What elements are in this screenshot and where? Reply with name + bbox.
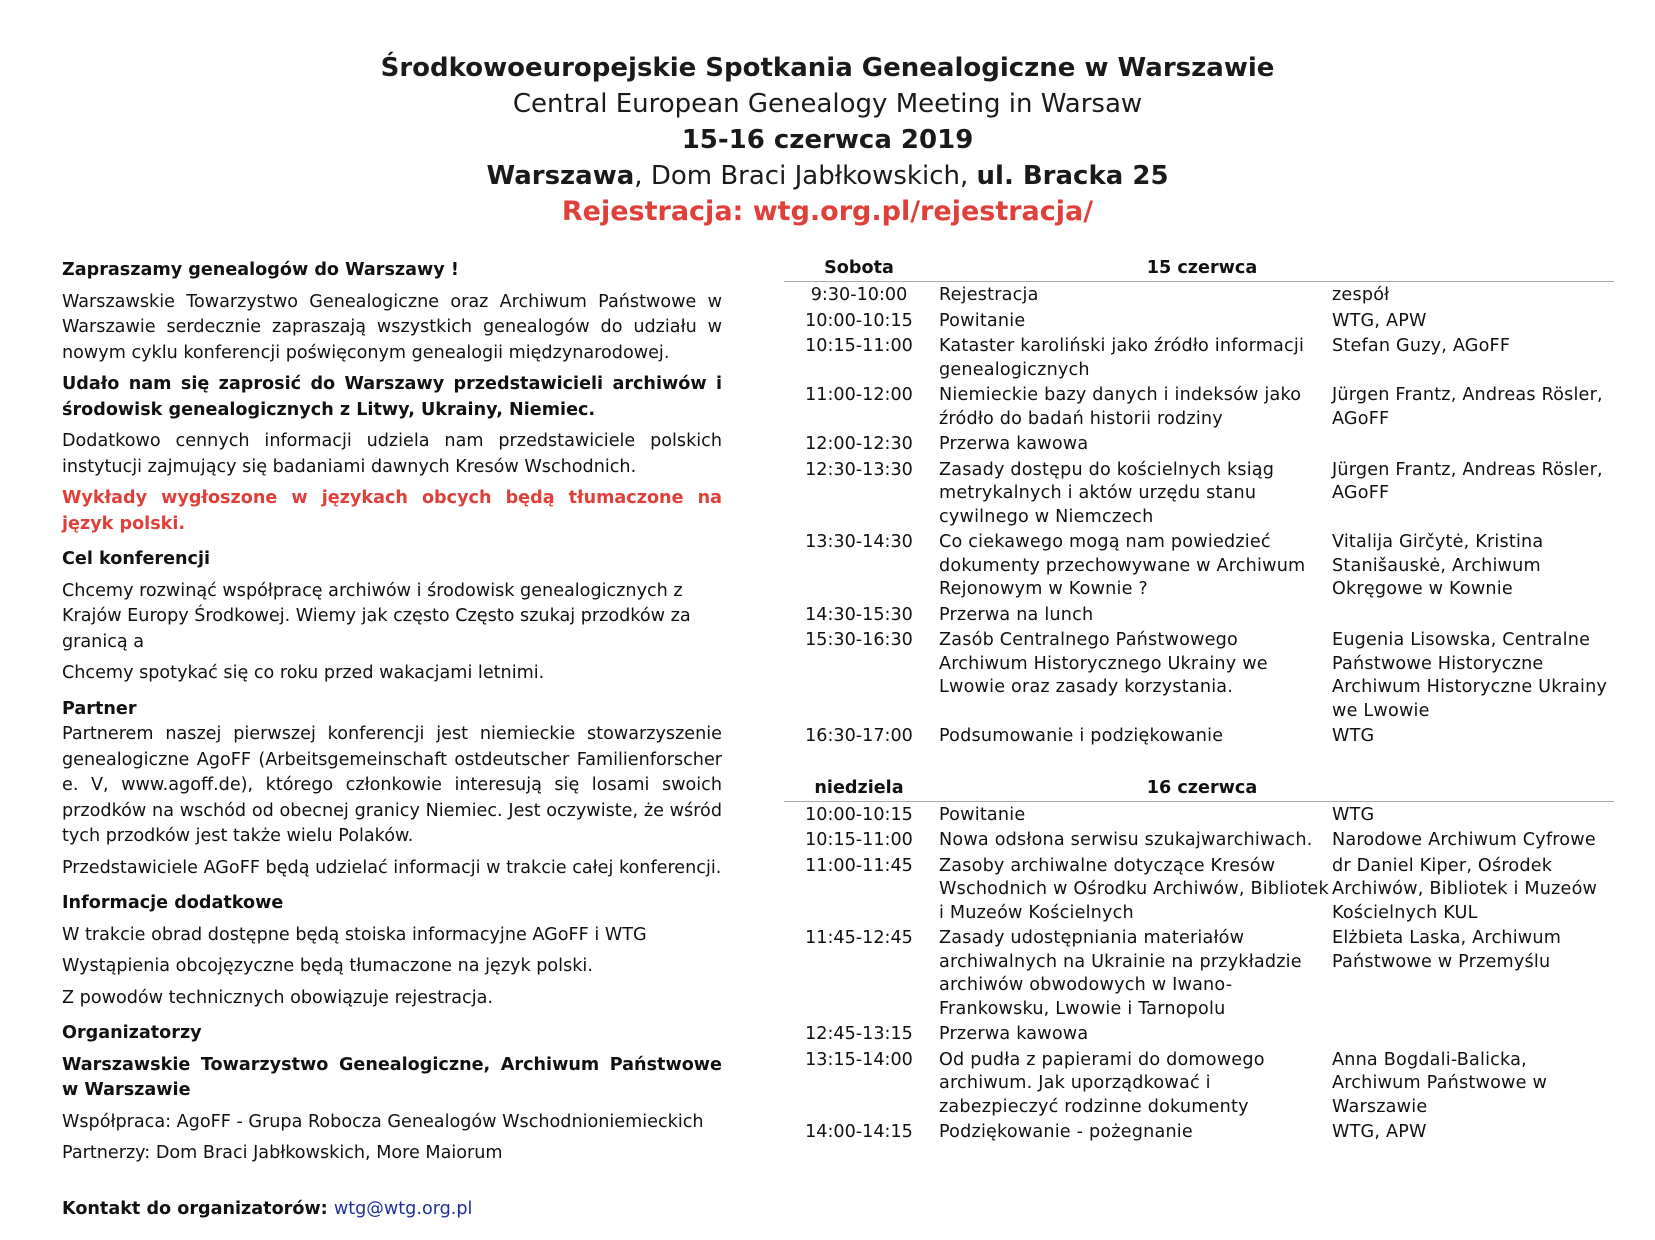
session-speaker: dr Daniel Kiper, Ośrodek Archiwów, Bibliotek i Muzeów Kościelnych KUL bbox=[1332, 855, 1598, 923]
session-time: 10:15-11:00 bbox=[805, 336, 913, 356]
session-title: Zasady dostępu do kościelnych ksiąg metrykalnych i aktów urzędu stanu cywilnego w Niemczech bbox=[939, 459, 1275, 527]
session-speaker bbox=[1329, 433, 1612, 457]
event-location bbox=[0, 158, 1655, 194]
session-time: 10:15-11:00 bbox=[805, 830, 913, 850]
session-title: Powitanie bbox=[939, 804, 1026, 825]
session-title: Zasoby archiwalne dotyczące Kresów Wschodnich w Ośrodku Archiwów, Bibliotek i Muzeów Kościelnych bbox=[939, 855, 1329, 923]
session-title: Zasób Centralnego Państwowego Archiwum Historycznego Ukrainy we Lwowie oraz zasady korzystania. bbox=[939, 630, 1268, 697]
location-venue: , Dom Braci Jabłkowskich, bbox=[634, 161, 977, 191]
registration-link[interactable]: Rejestracja: wtg.org.pl/rejestracja/ bbox=[561, 196, 1094, 227]
session-speaker bbox=[1329, 604, 1612, 628]
session-title: Zasady udostępniania materiałów archiwalnych na Ukrainie na przykładzie archiwów obwodowych w Iwano-Frankowsku, Lwowie i Tarnopolu bbox=[939, 928, 1302, 1019]
day-name: Sobota bbox=[824, 258, 894, 278]
session-time: 9:30-10:00 bbox=[810, 285, 908, 305]
session-speaker: Eugenia Lisowska, Centralne Państwowe Historyczne Archiwum Historyczne Ukrainy we Lwowie bbox=[1332, 630, 1608, 721]
session-title: Niemieckie bazy danych i indeksów jako źródło do badań historii rodziny bbox=[939, 385, 1302, 429]
schedule-table-sunday bbox=[784, 804, 1614, 1145]
session-time: 15:30-16:30 bbox=[805, 630, 913, 650]
intro-paragraph: Warszawskie Towarzystwo Genealogiczne oraz Archiwum Państwowe w Warszawie serdecznie zapraszają wszystkich genealogów do udziału w nowym cyklu konferencji poświęconym genealogii międzynarodowej. bbox=[62, 291, 722, 363]
session-speaker: WTG, APW bbox=[1332, 310, 1427, 331]
session-title: Rejestracja bbox=[939, 285, 1039, 305]
schedule-row bbox=[784, 531, 1614, 602]
schedule-row bbox=[784, 829, 1614, 853]
schedule-row bbox=[784, 310, 1614, 334]
contact-label: Kontakt do organizatorów: bbox=[62, 1198, 334, 1219]
info-item: Z powodów technicznych obowiązuje rejestracja. bbox=[62, 987, 493, 1008]
page-subtitle: Central European Genealogy Meeting in Warsaw bbox=[512, 89, 1143, 119]
goal-heading: Cel konferencji bbox=[62, 549, 211, 569]
schedule-row bbox=[784, 384, 1614, 431]
schedule-row bbox=[784, 927, 1614, 1021]
location-street: ul. Bracka 25 bbox=[976, 161, 1169, 191]
schedule-table-saturday bbox=[784, 284, 1614, 749]
event-dates: 15-16 czerwca 2019 bbox=[681, 125, 974, 155]
invite-heading: Zapraszamy genealogów do Warszawy ! bbox=[62, 260, 459, 280]
schedule-column bbox=[784, 257, 1614, 1145]
session-speaker: WTG bbox=[1332, 726, 1375, 746]
location-city: Warszawa bbox=[486, 161, 635, 191]
session-time: 16:30-17:00 bbox=[805, 726, 913, 746]
session-time: 11:45-12:45 bbox=[805, 928, 913, 948]
session-time: 12:00-12:30 bbox=[805, 434, 913, 454]
session-title: Kataster karoliński jako źródło informacji genealogicznych bbox=[939, 336, 1305, 380]
session-time: 12:30-13:30 bbox=[805, 459, 913, 480]
info-heading: Informacje dodatkowe bbox=[62, 893, 284, 913]
goal-paragraph: Chcemy rozwinąć współpracę archiwów i środowisk genealogicznych z Krajów Europy Środkowej. Wiemy jak często Często szukaj przodków za granicą a bbox=[62, 580, 691, 652]
organizers-partners: Partnerzy: Dom Braci Jabłkowskich, More Maiorum bbox=[62, 1143, 503, 1163]
contact-email-link[interactable]: wtg@wtg.org.pl bbox=[333, 1198, 473, 1219]
session-speaker: WTG bbox=[1332, 804, 1375, 825]
schedule-row bbox=[784, 433, 1614, 457]
session-speaker: Elżbieta Laska, Archiwum Państwowe w Przemyślu bbox=[1332, 928, 1562, 972]
day-date: 15 czerwca bbox=[1146, 258, 1258, 278]
session-speaker: Vitalija Girčytė, Kristina Stanišauskė, Archiwum Okręgowe w Kownie bbox=[1332, 532, 1544, 599]
day-header-saturday bbox=[784, 257, 1614, 282]
info-item: Wystąpienia obcojęzyczne będą tłumaczone na język polski. bbox=[62, 956, 593, 976]
contact-line bbox=[62, 1197, 722, 1223]
page-title: Środkowoeuropejskie Spotkania Genealogiczne w Warszawie bbox=[380, 53, 1275, 83]
session-title: Nowa odsłona serwisu szukajwarchiwach. bbox=[939, 830, 1313, 850]
organizers-heading: Organizatorzy bbox=[62, 1023, 202, 1043]
session-title: Przerwa na lunch bbox=[939, 604, 1094, 625]
session-time: 13:30-14:30 bbox=[805, 532, 913, 552]
session-speaker bbox=[1329, 1023, 1612, 1047]
info-item: W trakcie obrad dostępne będą stoiska informacyjne AGoFF i WTG bbox=[62, 924, 647, 945]
session-title: Powitanie bbox=[939, 310, 1026, 331]
session-time: 14:30-15:30 bbox=[805, 604, 913, 625]
day-name: niedziela bbox=[814, 777, 904, 798]
schedule-row bbox=[784, 335, 1614, 382]
schedule-row bbox=[784, 604, 1614, 628]
session-speaker: Narodowe Archiwum Cyfrowe bbox=[1332, 830, 1596, 850]
partner-paragraph: Partnerem naszej pierwszej konferencji jest niemieckie stowarzyszenie genealogiczne AgoFF (Arbeitsgemeinschaft ostdeutscher Familienforscher e. V, www.agoff.de), którego członkowie interesują się losami swoich przodków na wschód od obecnej granicy Niemiec. Jest oczywiste, że wśród tych przodków jest także wielu Polaków. bbox=[62, 724, 722, 846]
schedule-row bbox=[784, 459, 1614, 530]
institutions-paragraph: Dodatkowo cennych informacji udziela nam przedstawiciele polskich instytucji zajmujący się badaniami dawnych Kresów Wschodnich. bbox=[62, 431, 722, 477]
day-date: 16 czerwca bbox=[1146, 777, 1258, 798]
session-time: 10:00-10:15 bbox=[805, 310, 913, 331]
schedule-row bbox=[784, 1049, 1614, 1120]
schedule-row bbox=[784, 1023, 1614, 1047]
schedule-row bbox=[784, 725, 1614, 749]
session-time: 13:15-14:00 bbox=[805, 1049, 913, 1070]
schedule-row bbox=[784, 629, 1614, 723]
goal-paragraph-2: Chcemy spotykać się co roku przed wakacjami letnimi. bbox=[62, 663, 545, 683]
session-speaker: Stefan Guzy, AGoFF bbox=[1332, 336, 1511, 356]
session-title: Podziękowanie - pożegnanie bbox=[939, 1122, 1193, 1142]
session-time: 10:00-10:15 bbox=[805, 804, 913, 825]
translation-notice: Wykłady wygłoszone w językach obcych będą tłumaczone na język polski. bbox=[62, 488, 722, 534]
description-column bbox=[62, 258, 722, 1228]
day-header-sunday bbox=[784, 777, 1614, 802]
session-time: 14:00-14:15 bbox=[805, 1122, 913, 1142]
session-speaker: Jürgen Frantz, Andreas Rösler, AGoFF bbox=[1332, 385, 1603, 429]
session-time: 12:45-13:15 bbox=[805, 1024, 913, 1044]
session-title: Przerwa kawowa bbox=[939, 1024, 1089, 1044]
schedule-row bbox=[784, 855, 1614, 926]
session-title: Podsumowanie i podziękowanie bbox=[939, 726, 1224, 746]
session-speaker: zespół bbox=[1332, 285, 1390, 305]
session-speaker: Jürgen Frantz, Andreas Rösler, AGoFF bbox=[1332, 459, 1603, 503]
session-time: 11:00-11:45 bbox=[805, 855, 913, 876]
schedule-row bbox=[784, 284, 1614, 308]
session-title: Co ciekawego mogą nam powiedzieć dokumenty przechowywane w Archiwum Rejonowym w Kownie ? bbox=[939, 532, 1306, 599]
session-title: Przerwa kawowa bbox=[939, 434, 1089, 454]
schedule-row bbox=[784, 804, 1614, 828]
page-header bbox=[0, 50, 1655, 230]
partner-heading: Partner bbox=[62, 698, 137, 719]
session-speaker: Anna Bogdali-Balicka, Archiwum Państwowe w Warszawie bbox=[1332, 1049, 1548, 1117]
session-time: 11:00-12:00 bbox=[805, 385, 913, 405]
partner-paragraph-2: Przedstawiciele AGoFF będą udzielać informacji w trakcie całej konferencji. bbox=[62, 857, 722, 878]
organizers-main: Warszawskie Towarzystwo Genealogiczne, Archiwum Państwowe w Warszawie bbox=[62, 1054, 722, 1100]
session-speaker: WTG, APW bbox=[1332, 1122, 1427, 1142]
session-title: Od pudła z papierami do domowego archiwum. Jak uporządkować i zabezpieczyć rodzinne dokumenty bbox=[939, 1049, 1265, 1117]
invited-paragraph: Udało nam się zaprosić do Warszawy przedstawicieli archiwów i środowisk genealogicznych z Litwy, Ukrainy, Niemiec. bbox=[62, 374, 722, 420]
schedule-row bbox=[784, 1121, 1614, 1145]
organizers-cooperation: Współpraca: AgoFF - Grupa Robocza Genealogów Wschodnioniemieckich bbox=[62, 1111, 704, 1132]
